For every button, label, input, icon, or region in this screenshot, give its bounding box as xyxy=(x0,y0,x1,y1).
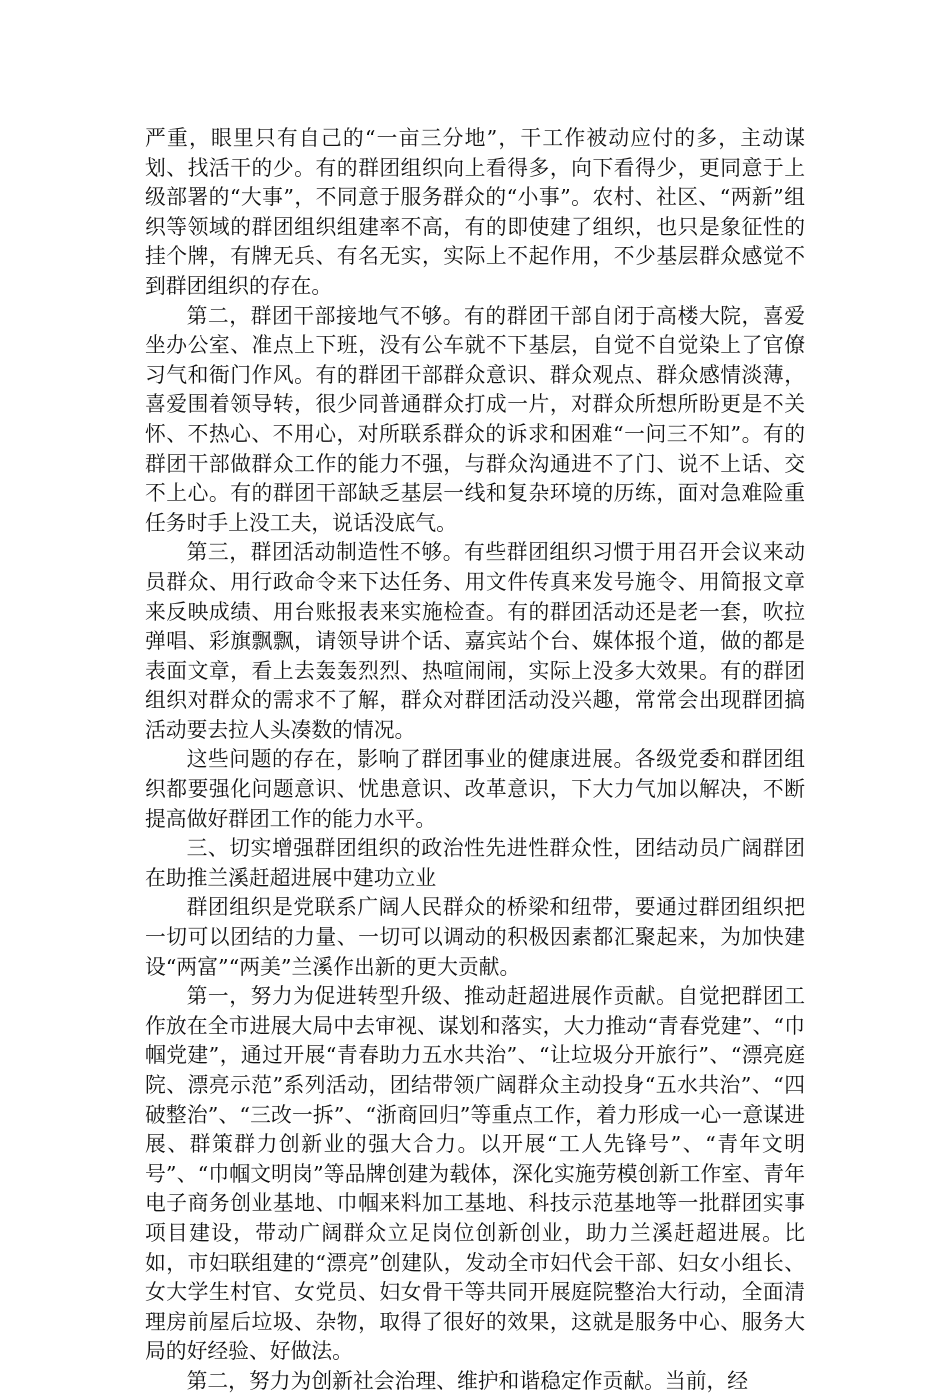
paragraph-social-governance: 第二，努力为创新社会治理、维护和谐稳定作贡献。当前，经 xyxy=(186,1368,749,1393)
paragraph-bridge-role: 群团组织是党联系广阔人民群众的桥梁和纽带，要通过群团组织把一切可以团结的力量、一切可以调动的积极因素都汇聚起来，为加快建设“两富”“两美”兰溪作出新的更大贡献。 xyxy=(145,895,805,979)
paragraph-transformation-contribution: 第一，努力为促进转型升级、推动赶超进展作贡献。自觉把群团工作放在全市进展大局中去审视、谋划和落实，大力推动“青春党建”、“巾帼党建”，通过开展“青春助力五水共治”、“让垃圾分开旅行”、“漂亮庭院、漂亮示范”系列活动，团结带领广阔群众主动投身“五水共治”、“四破整治”、“三改一拆”、“浙商回归”等重点工作，着力形成一心一意谋进展、群策群力创新业的强大合力。以开展“工人先锋号”、“青年文明号”、“巾帼文明岗”等品牌创建为载体，深化实施劳模创新工作室、青年电子商务创业基地、巾帼来料加工基地、科技示范基地等一批群团实事项目建设，带动广阔群众立足岗位创新创业，助力兰溪赶超进展。比如，市妇联组建的“漂亮”创建队，发动全市妇代会干部、妇女小组长、女大学生村官、女党员、妇女骨干等共同开展庭院整治大行动，全面清理房前屋后垃圾、杂物，取得了很好的效果，这就是服务中心、服务大局的好经验、好做法。 xyxy=(145,984,805,1364)
document-page xyxy=(145,124,805,1397)
paragraph-continuation: 严重，眼里只有自己的“一亩三分地”，干工作被动应付的多，主动谋划、找活干的少。有的群团组织向上看得多，向下看得少，更同意于上级部署的“大事”，不同意于服务群众的“小事”。农村、社区、“两新”组织等领域的群团组织组建率不高，有的即使建了组织，也只是象征性的挂个牌，有牌无兵、有名无实，实际上不起作用，不少基层群众感觉不到群团组织的存在。 xyxy=(145,126,805,298)
section-heading-three: 三、切实增强群团组织的政治性先进性群众性，团结动员广阔群团在助推兰溪赶超进展中建功立业 xyxy=(145,836,805,890)
paragraph-cadre-connection: 第二，群团干部接地气不够。有的群团干部自闭于高楼大院，喜爱坐办公室、准点上下班，没有公车就不下基层，自觉不自觉染上了官僚习气和衙门作风。有的群团干部群众意识、群众观点、群众感情淡薄，喜爱围着领导转，很少同普通群众打成一片，对群众所想所盼更是不关怀、不热心、不用心，对所联系群众的诉求和困难“一问三不知”。有的群团干部做群众工作的能力不强，与群众沟通进不了门、说不上话、交不上心。有的群团干部缺乏基层一线和复杂环境的历练，面对急难险重任务时手上没工夫，说话没底气。 xyxy=(145,303,805,535)
paragraph-activity-creativity: 第三，群团活动制造性不够。有些群团组织习惯于用召开会议来动员群众、用行政命令来下达任务、用文件传真来发号施令、用简报文章来反映成绩、用台账报表来实施检查。有的群团活动还是老一套，吹拉弹唱、彩旗飘飘，请领导讲个话、嘉宾站个台、媒体报个道，做的都是表面文章，看上去轰轰烈烈、热喧闹闹，实际上没多大效果。有的群团组织对群众的需求不了解，群众对群团活动没兴趣，常常会出现群团搞活动要去拉人头凑数的情况。 xyxy=(145,540,805,742)
paragraph-problem-summary: 这些问题的存在，影响了群团事业的健康进展。各级党委和群团组织都要强化问题意识、忧患意识、改革意识，下大力气加以解决，不断提高做好群团工作的能力水平。 xyxy=(145,747,805,831)
